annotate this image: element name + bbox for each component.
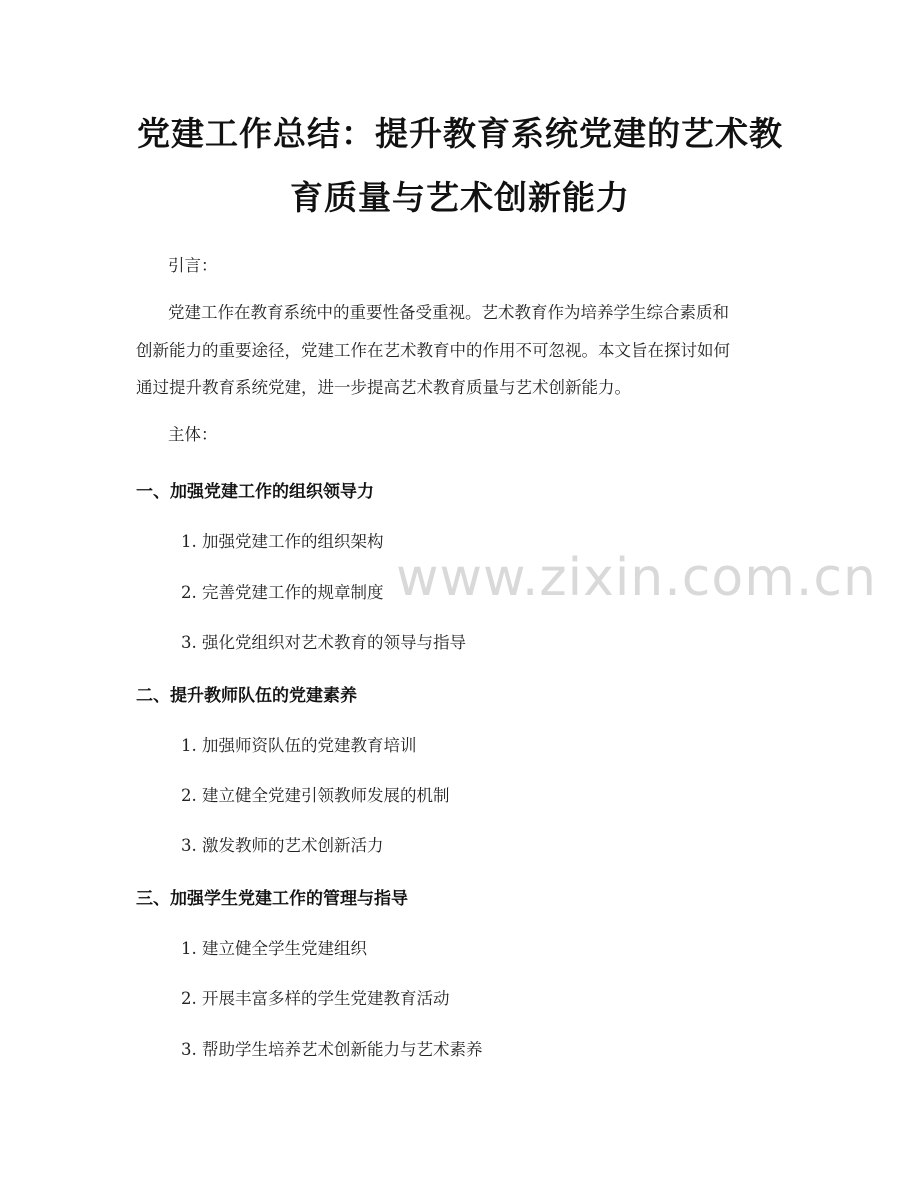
section-2-item-2: 2. 建立健全党建引领教师发展的机制 [181, 786, 450, 805]
intro-paragraph-line-1: 党建工作在教育系统中的重要性备受重视。艺术教育作为培养学生综合素质和 [168, 303, 729, 322]
body-label: 主体： [168, 425, 218, 444]
section-1-item-1: 1. 加强党建工作的组织架构 [181, 532, 384, 551]
intro-paragraph-line-2: 创新能力的重要途径，党建工作在艺术教育中的作用不可忽视。本文旨在探讨如何 [136, 341, 730, 360]
section-2-item-3: 3. 激发教师的艺术创新活力 [181, 836, 384, 855]
intro-label: 引言： [168, 256, 218, 275]
document-title-line-1: 党建工作总结：提升教育系统党建的艺术教 [137, 114, 783, 153]
section-heading-2: 二、提升教师队伍的党建素养 [136, 686, 357, 706]
section-1-item-3: 3. 强化党组织对艺术教育的领导与指导 [181, 633, 466, 652]
section-heading-1: 一、加强党建工作的组织领导力 [136, 482, 374, 502]
section-1-item-2: 2. 完善党建工作的规章制度 [181, 583, 384, 602]
section-heading-3: 三、加强学生党建工作的管理与指导 [136, 889, 408, 909]
watermark-text: www.zixin.com.cn [396, 548, 877, 608]
section-3-item-3: 3. 帮助学生培养艺术创新能力与艺术素养 [181, 1040, 483, 1059]
section-3-item-2: 2. 开展丰富多样的学生党建教育活动 [181, 989, 450, 1008]
intro-paragraph-line-3: 通过提升教育系统党建，进一步提高艺术教育质量与艺术创新能力。 [136, 378, 631, 397]
section-2-item-1: 1. 加强师资队伍的党建教育培训 [181, 736, 417, 755]
section-3-item-1: 1. 建立健全学生党建组织 [181, 939, 367, 958]
document-title-line-2: 育质量与艺术创新能力 [290, 178, 630, 217]
